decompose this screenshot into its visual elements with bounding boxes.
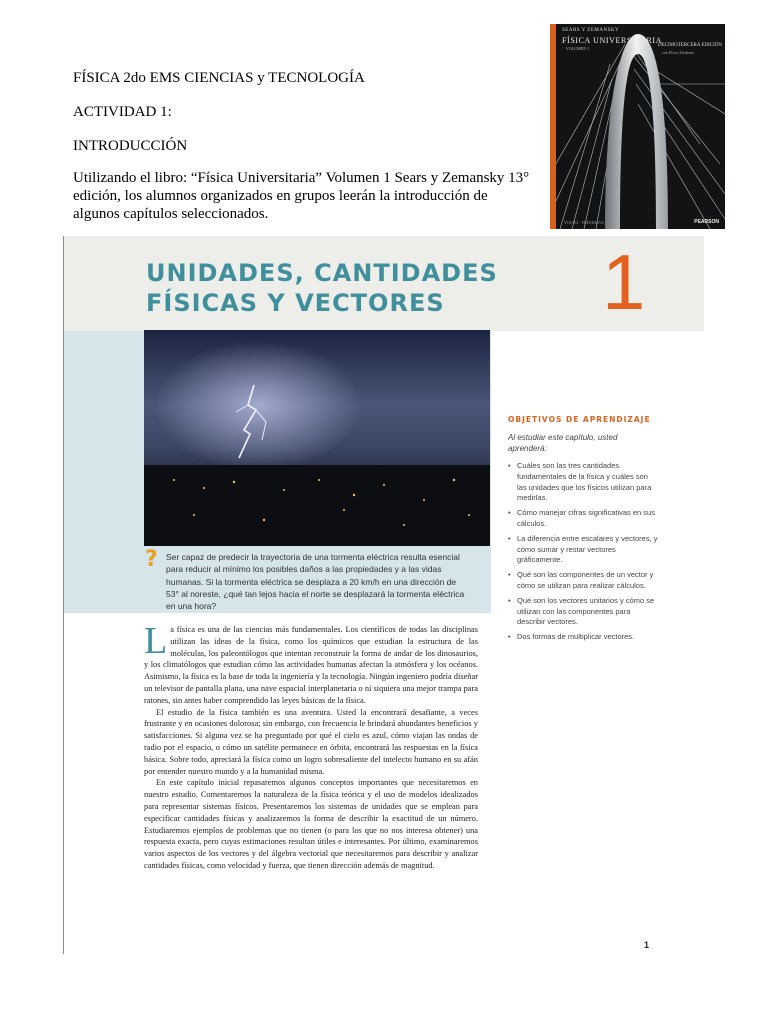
page-number: 1 [644,940,650,950]
cover-title: FÍSICA UNIVERSITARIA [562,36,663,45]
objective-item: • Dos formas de multiplicar vectores. [508,632,658,643]
activity-label: ACTIVIDAD 1: [73,104,172,120]
body-paragraph-2: El estudio de la física también es una aventura. Usted la encontrará desafiante, a veces frustrante y en ocasiones dolorosa; sin embargo, con frecuencia le brindará abundantes beneficios y satisfacciones. Si alguna vez se ha preguntado por qué el cielo es azul, cómo viajan las ondas de radio por el espacio, o cómo un satélite permanece en órbita, encontrará las respuestas en la física básica. Sobre todo, apreciará la física como un logro sobresaliente del intelecto humano en su afán por entender nuestro mundo y a la humanidad misma. [144,707,478,776]
chapter-number: 1 [602,238,646,326]
instructions-paragraph: Utilizando el libro: “Física Universitaria” Volumen 1 Sears y Zemansky 13° edición, los alumnos organizados en grupos leerán la introducción de algunos capítulos seleccionados. [73,170,530,222]
lightning-storm-photo [144,330,490,546]
question-mark-icon: ? [145,547,158,572]
objective-item: • Cuáles son las tres cantidades fundamentales de la física y cuáles son las unidades que los físicos utilizan para medirlas. [508,461,658,504]
chapter-title [146,258,498,318]
objectives-list [508,461,658,647]
cover-spine-stripe [550,24,556,229]
cover-publisher-logo: PEARSON [694,219,719,225]
chapter-header-band [64,236,704,331]
section-label: INTRODUCCIÓN [73,138,188,154]
objective-item: • Qué son las componentes de un vector y cómo se utilizan para realizar cálculos. [508,570,658,592]
cover-volume: VOLUMEN 1 [566,46,589,51]
chapter-body-text [144,620,478,872]
body-paragraph-1-text: a física es una de las ciencias más fundamentales. Los científicos de todas las disciplinas utilizan las ideas de la física, como los químicos que estudian la estructura de las moléculas, los paleontólogos que intentan reconstruir la forma de andar de los dinosaurios, y los climatólogos que estudian cómo las actividades humanas afectan la atmósfera y los océanos. Asimismo, la física es la base de toda la ingeniería y la tecnología. Ningún ingeniero podría diseñar un televisor de pantalla plana, una nave espacial interplanetaria o ni siquiera una mejor trampa para ratones, sin antes haber comprendido las leyes básicas de la física. [144,625,478,705]
bridge-arch-illustration [550,24,725,229]
document-heading: FÍSICA 2do EMS CIENCIAS y TECNOLOGÍA [73,70,365,86]
body-paragraph-3: En este capítulo inicial repasaremos algunos conceptos importantes que necesitaremos en nuestro estudio. Comentaremos la naturaleza de la física teórica y el uso de modelos idealizados para representar sistemas físicos. Presentaremos los sistemas de unidades que se emplean para especificar cantidades físicas y analizaremos la forma de describir la exactitud de un número. Estudiaremos ejemplos de problemas que no tienen (o para los que no nos interesa obtener) una respuesta exacta, pero cuyas estimaciones resultan útiles e interesantes. Por último, examinaremos varios aspectos de los vectores y del álgebra vectorial que necesitaremos para describir y analizar cantidades físicas, como velocidad y fuerza, que tienen dirección además de magnitud. [144,778,478,870]
body-paragraph-1 [144,620,478,707]
cover-edition-sub: con Física Moderna [662,50,694,55]
chapter-title-line2: FÍSICAS Y VECTORES [146,289,445,317]
chapter-title-line1: UNIDADES, CANTIDADES [146,259,498,287]
cover-authors-bottom: YOUNG · FREEDMAN [564,220,604,225]
objective-item: • Qué son los vectores unitarios y cómo se utilizan con las componentes para describir vectores. [508,596,658,628]
cover-authors-top: SEARS Y ZEMANSKY [562,28,620,33]
objective-item: • Cómo manejar cifras significativas en sus cálculos. [508,508,658,530]
cover-edition: DECIMOTERCERA EDICIÓN [658,43,723,48]
objectives-heading: OBJETIVOS DE APRENDIZAJE [508,415,651,424]
book-cover-image [550,24,725,229]
objectives-intro: Al estudiar este capítulo, usted aprenderá: [508,433,618,453]
photo-caption: Ser capaz de predecir la trayectoria de una tormenta eléctrica resulta esencial para reducir al mínimo los posibles daños a las propiedades y a las vidas humanas. Si la tormenta eléctrica se desplaza a 20 km/h en una dirección de 53° al noreste, ¿qué tan lejos hacia el norte se desplazará la tormenta eléctrica en una hora? [166,552,465,612]
drop-cap: L [144,620,168,662]
objective-item: • La diferencia entre escalares y vectores, y cómo sumar y restar vectores gráficamente. [508,534,658,566]
